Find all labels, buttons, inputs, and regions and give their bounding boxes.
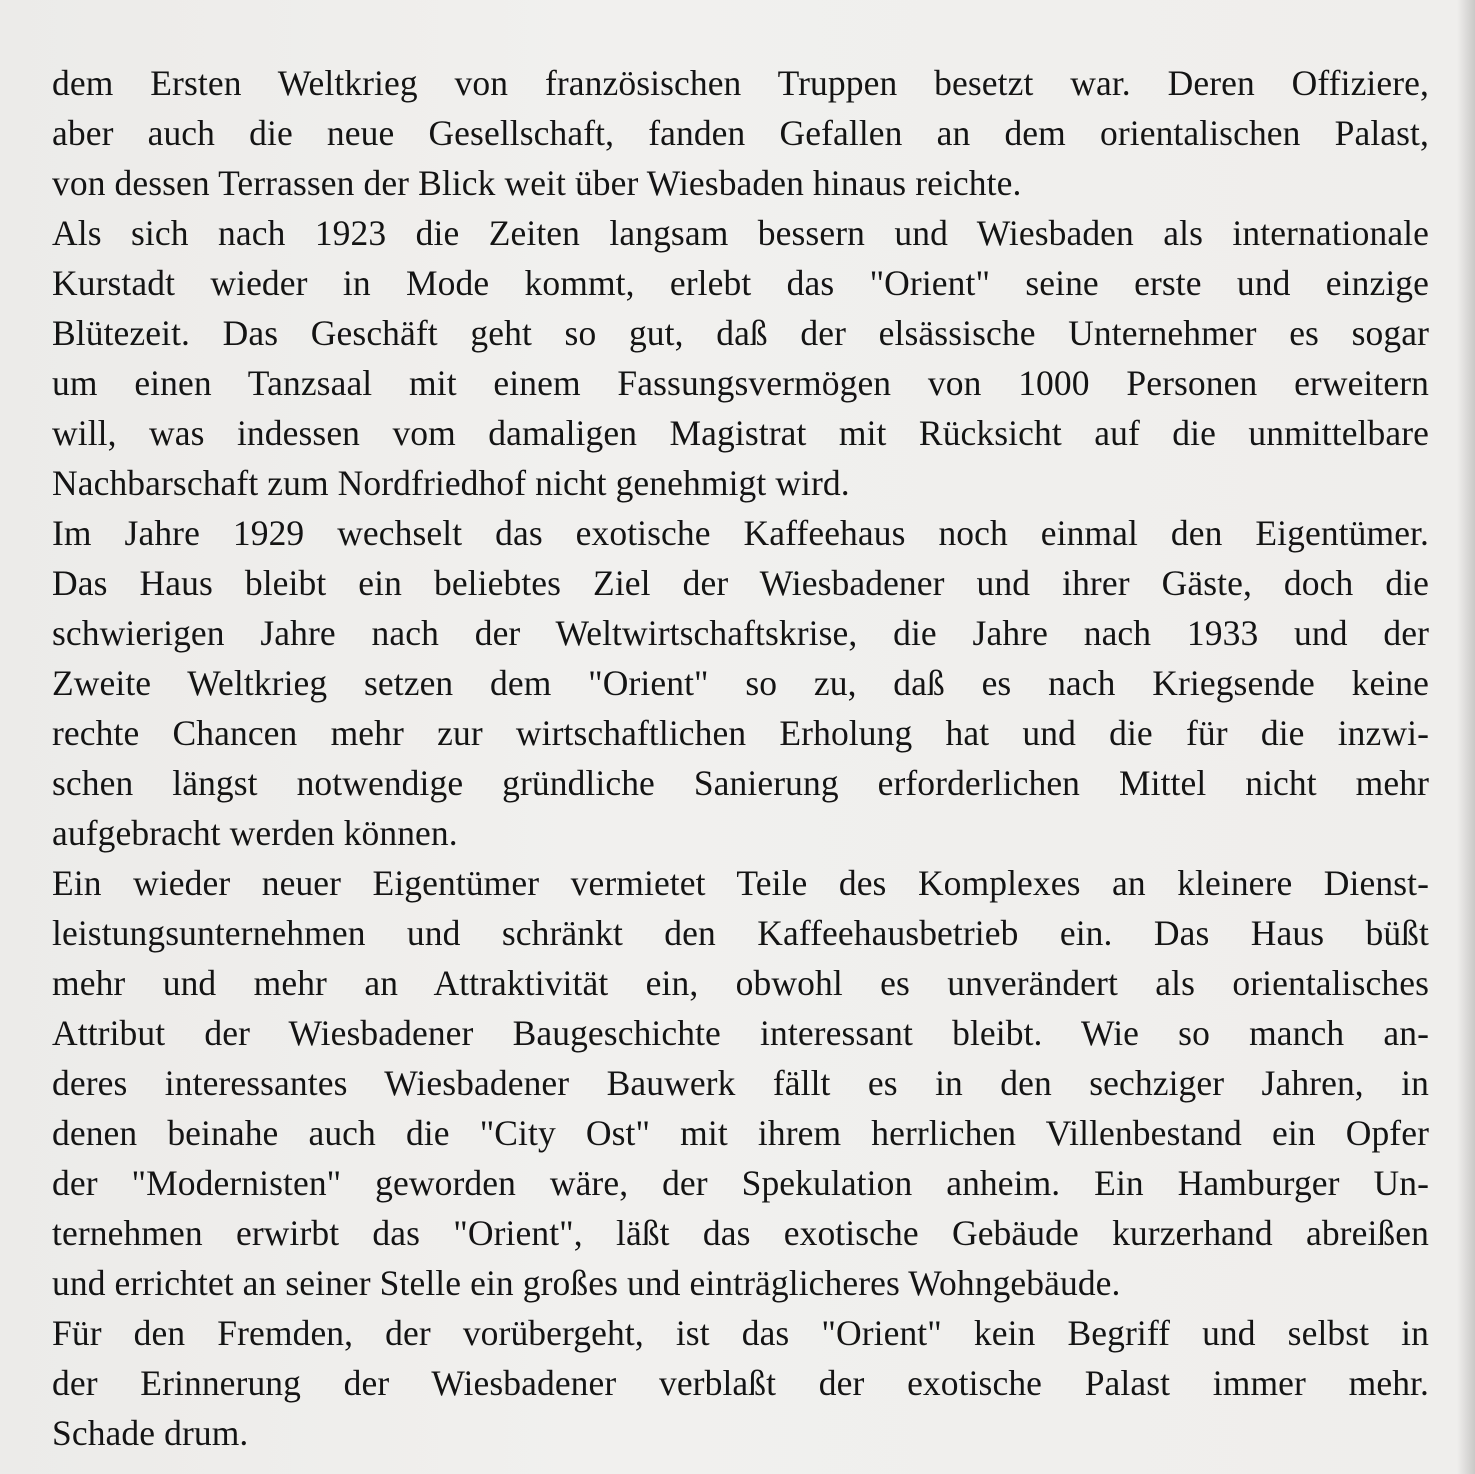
paragraph-4 <box>52 858 1429 1308</box>
paragraph-5 <box>52 1308 1429 1458</box>
text-line: Attribut der Wiesbadener Baugeschichte interessant bleibt. Wie so manch an- <box>52 1013 1429 1053</box>
text-line: deres interessantes Wiesbadener Bauwerk fällt es in den sechziger Jahren, in <box>52 1063 1429 1103</box>
text-line: und errichtet an seiner Stelle ein großes und einträglicheres Wohngebäude. <box>52 1263 1121 1303</box>
text-line: ternehmen erwirbt das "Orient", läßt das exotische Gebäude kurzerhand abreißen <box>52 1213 1429 1253</box>
text-line: Kurstadt wieder in Mode kommt, erlebt das "Orient" seine erste und einzige <box>52 263 1429 303</box>
text-line: Das Haus bleibt ein beliebtes Ziel der Wiesbadener und ihrer Gäste, doch die <box>52 563 1429 603</box>
body-text <box>52 58 1429 1458</box>
paragraph-3 <box>52 508 1429 858</box>
text-line: um einen Tanzsaal mit einem Fassungsvermögen von 1000 Personen erweitern <box>52 363 1429 403</box>
paragraph-1 <box>52 58 1429 208</box>
text-line: Im Jahre 1929 wechselt das exotische Kaffeehaus noch einmal den Eigentümer. <box>52 513 1429 553</box>
text-line: Als sich nach 1923 die Zeiten langsam bessern und Wiesbaden als internationale <box>52 213 1429 253</box>
text-line: Zweite Weltkrieg setzen dem "Orient" so zu, daß es nach Kriegsende keine <box>52 663 1429 703</box>
text-line: der Erinnerung der Wiesbadener verblaßt der exotische Palast immer mehr. <box>52 1363 1429 1403</box>
text-line: dem Ersten Weltkrieg von französischen Truppen besetzt war. Deren Offiziere, <box>52 63 1429 103</box>
text-line: denen beinahe auch die "City Ost" mit ihrem herrlichen Villenbestand ein Opfer <box>52 1113 1429 1153</box>
text-line: Ein wieder neuer Eigentümer vermietet Teile des Komplexes an kleinere Dienst- <box>52 863 1429 903</box>
page-edge-shadow <box>1457 0 1475 1474</box>
text-line: Blütezeit. Das Geschäft geht so gut, daß der elsässische Unternehmer es sogar <box>52 313 1429 353</box>
text-line: Für den Fremden, der vorübergeht, ist das "Orient" kein Begriff und selbst in <box>52 1313 1429 1353</box>
text-line: Schade drum. <box>52 1413 249 1453</box>
text-line: schen längst notwendige gründliche Sanierung erforderlichen Mittel nicht mehr <box>52 763 1429 803</box>
text-line: aufgebracht werden können. <box>52 813 458 853</box>
text-line: will, was indessen vom damaligen Magistrat mit Rücksicht auf die unmittelbare <box>52 413 1429 453</box>
paragraph-2 <box>52 208 1429 508</box>
text-line: Nachbarschaft zum Nordfriedhof nicht genehmigt wird. <box>52 463 850 503</box>
text-line: von dessen Terrassen der Blick weit über Wiesbaden hinaus reichte. <box>52 163 1022 203</box>
text-line: aber auch die neue Gesellschaft, fanden Gefallen an dem orientalischen Palast, <box>52 113 1429 153</box>
text-line: schwierigen Jahre nach der Weltwirtschaftskrise, die Jahre nach 1933 und der <box>52 613 1429 653</box>
text-line: mehr und mehr an Attraktivität ein, obwohl es unverändert als orientalisches <box>52 963 1429 1003</box>
text-line: rechte Chancen mehr zur wirtschaftlichen Erholung hat und die für die inzwi- <box>52 713 1429 753</box>
text-line: der "Modernisten" geworden wäre, der Spekulation anheim. Ein Hamburger Un- <box>52 1163 1429 1203</box>
text-line: leistungsunternehmen und schränkt den Kaffeehausbetrieb ein. Das Haus büßt <box>52 913 1429 953</box>
